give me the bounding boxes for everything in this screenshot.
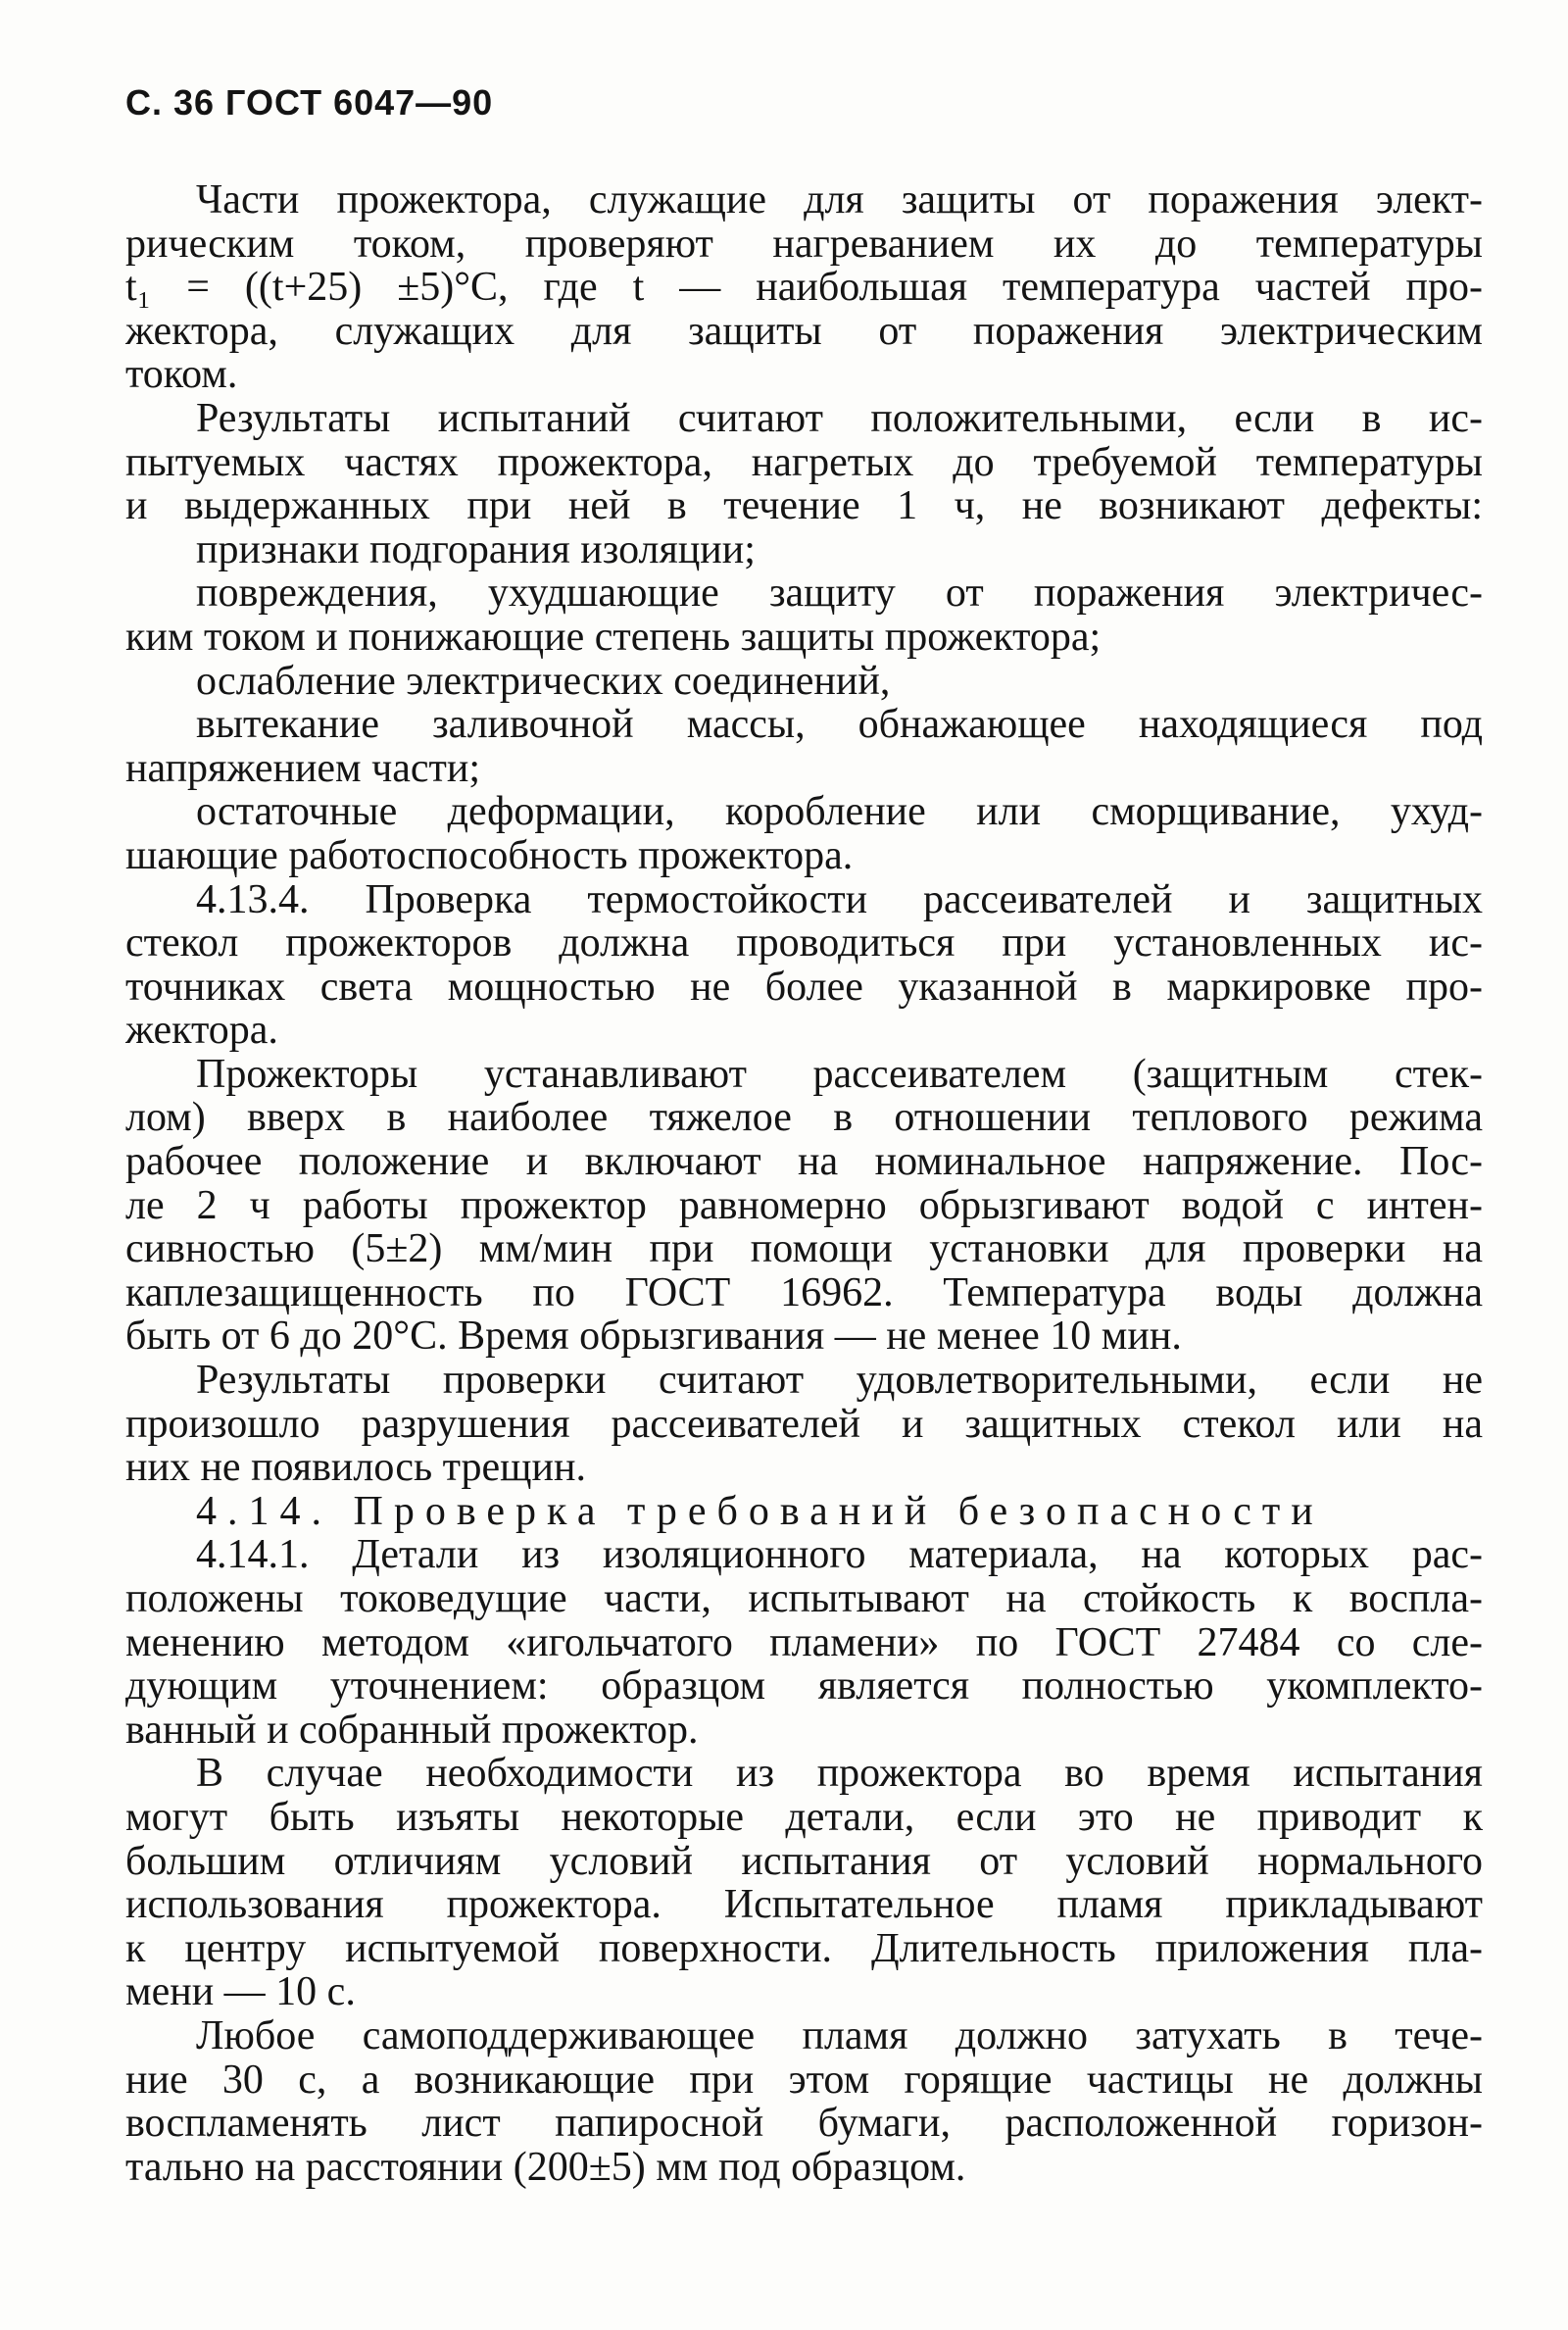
text-line: тально на расстоянии (200±5) мм под образцом. — [125, 2145, 966, 2190]
text-line: шающие работоспособность прожектора. — [125, 833, 854, 878]
text-line: током. — [125, 353, 238, 397]
text-line: Прожекторы устанавливают рассеивателем (защитным стек- — [196, 1052, 1483, 1097]
text-line: положены токоведущие части, испытывают на стойкость к воспла- — [125, 1577, 1483, 1621]
text-line: ние 30 с, а возникающие при этом горящие частицы не должны — [125, 2057, 1483, 2103]
text-line: к центру испытуемой поверхности. Длительность приложения пла- — [125, 1926, 1483, 1971]
text-line: Части прожектора, служащие для защиты от поражения элект- — [196, 178, 1483, 223]
text-line: В случае необходимости из прожектора во время испытания — [196, 1752, 1483, 1796]
text-line: жектора, служащих для защиты от поражения электрическим — [125, 309, 1483, 354]
page-header: С. 36 ГОСТ 6047—90 — [125, 82, 494, 123]
text-line: рабочее положение и включают на номинальное напряжение. Пос- — [125, 1140, 1483, 1184]
text-line: напряжением части; — [125, 746, 481, 791]
text-line: Результаты проверки считают удовлетворительными, если не — [196, 1359, 1483, 1403]
text-line: произошло разрушения рассеивателей и защитных стекол или на — [125, 1402, 1483, 1447]
text-line: ослабление электрических соединений, — [196, 659, 891, 704]
text-line: Результаты испытаний считают положительными, если в ис- — [196, 396, 1483, 441]
text-line: рическим током, проверяют нагреванием их до температуры — [125, 222, 1483, 267]
text-line: Любое самоподдерживающее пламя должно затухать в тече- — [196, 2013, 1483, 2058]
text-line: сивностью (5±2) мм/мин при помощи установки для проверки на — [125, 1227, 1483, 1271]
text-line: дующим уточнением: образцом является полностью укомплекто- — [125, 1664, 1483, 1709]
text-line: вытекание заливочной массы, обнажающее находящиеся под — [196, 703, 1483, 747]
text-line: ле 2 ч работы прожектор равномерно обрызгивают водой с интен- — [125, 1183, 1483, 1228]
text-line: каплезащищенность по ГОСТ 16962. Температура воды должна — [125, 1270, 1483, 1315]
text-line: t₁ = ((t+25) ±5)°С, где t — наибольшая температура частей про- — [125, 266, 1483, 310]
text-line: могут быть изъяты некоторые детали, если это не приводит к — [125, 1795, 1483, 1840]
text-line: ким током и понижающие степень защиты прожектора; — [125, 615, 1102, 660]
text-line: пытуемых частях прожектора, нагретых до требуемой температуры — [125, 440, 1483, 485]
text-line: точниках света мощностью не более указанной в маркировке про- — [125, 965, 1483, 1010]
document-body — [125, 178, 1483, 2189]
text-line: остаточные деформации, коробление или сморщивание, ухуд- — [196, 790, 1483, 834]
text-line: признаки подгорания изоляции; — [196, 527, 756, 572]
text-line: мени — 10 с. — [125, 1970, 356, 2014]
text-line: ванный и собранный прожектор. — [125, 1708, 699, 1753]
text-line: менению методом «игольчатого пламени» по ГОСТ 27484 со сле- — [125, 1620, 1483, 1665]
text-line: большим отличиям условий испытания от условий нормального — [125, 1839, 1483, 1884]
text-line: 4.14.1. Детали из изоляционного материала, на которых рас- — [196, 1533, 1483, 1577]
text-line: стекол прожекторов должна проводиться при установленных ис- — [125, 921, 1483, 966]
text-line: 4.14. Проверка требований безопасности — [196, 1489, 1324, 1534]
text-line: повреждения, ухудшающие защиту от поражения электричес- — [196, 571, 1483, 616]
text-line: 4.13.4. Проверка термостойкости рассеивателей и защитных — [196, 877, 1483, 922]
text-line: быть от 6 до 20°С. Время обрызгивания — не менее 10 мин. — [125, 1314, 1182, 1360]
text-line: них не появилось трещин. — [125, 1446, 586, 1490]
text-line: использования прожектора. Испытательное пламя прикладывают — [125, 1883, 1483, 1927]
text-line: воспламенять лист папиросной бумаги, расположенной горизон- — [125, 2102, 1483, 2146]
text-line: лом) вверх в наиболее тяжелое в отношении теплового режима — [125, 1096, 1483, 1141]
text-line: и выдержанных при ней в течение 1 ч, не возникают дефекты: — [125, 484, 1483, 528]
text-line: жектора. — [125, 1009, 278, 1053]
